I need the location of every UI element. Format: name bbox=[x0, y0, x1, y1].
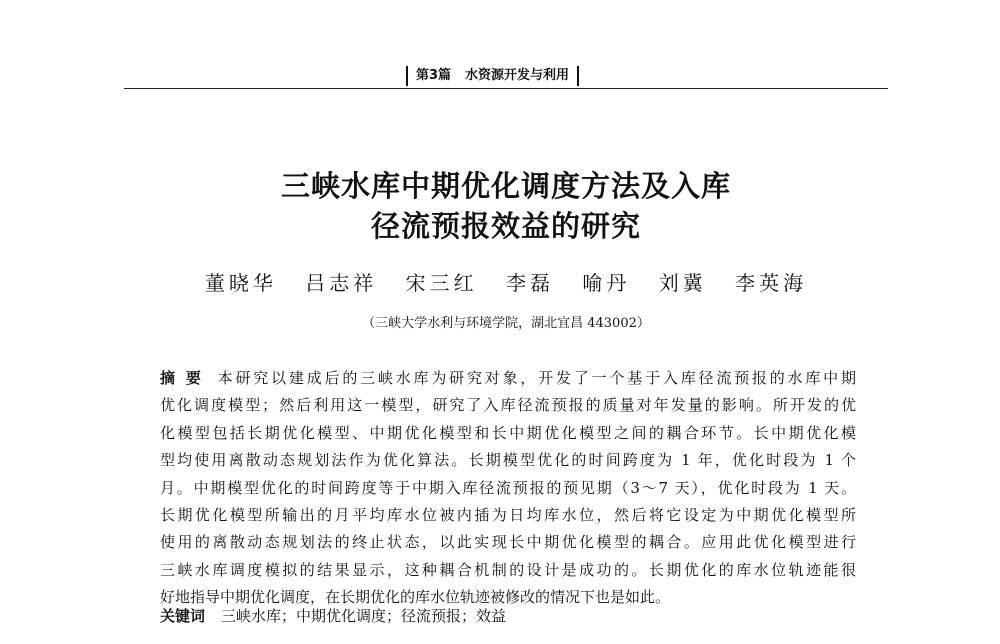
abstract-line: 型均使用离散动态规划法作为优化算法。长期模型优化的时间跨度为 1 年，优化时段为 1 个 bbox=[160, 451, 856, 470]
abstract-line: 好地指导中期优化调度，在长期优化的库水位轨迹被修改的情况下也是如此。 bbox=[160, 588, 671, 607]
author-name: 宋三红 bbox=[405, 271, 478, 295]
abstract bbox=[160, 365, 856, 612]
abstract-line: 优化调度模型；然后利用这一模型，研究了入库径流预报的质量对年发量的影响。所开发的优 bbox=[160, 396, 856, 415]
affiliation: （三峡大学水利与环境学院，湖北宜昌 443002） bbox=[362, 316, 650, 331]
running-head-section: 水资源开发与利用 bbox=[465, 68, 570, 83]
author-name: 喻丹 bbox=[582, 271, 631, 295]
author-list bbox=[124, 269, 888, 297]
title-line-2: 径流预报效益的研究 bbox=[370, 209, 641, 243]
header-rule bbox=[124, 88, 888, 89]
paper-title bbox=[124, 166, 888, 246]
running-head bbox=[406, 66, 579, 86]
author-name: 李英海 bbox=[735, 271, 808, 295]
abstract-line: 月。中期模型优化的时间跨度等于中期入库径流预报的预见期（3～7 天），优化时段为 1 天。 bbox=[160, 478, 856, 497]
keywords-text: 三峡水库；中期优化调度；径流预报；效益 bbox=[221, 607, 507, 625]
running-head-part: 第3篇 bbox=[416, 68, 452, 83]
abstract-line: 长期优化模型所输出的月平均库水位被内插为日均库水位，然后将它设定为中期优化模型所 bbox=[160, 506, 856, 525]
abstract-label: 摘 要 bbox=[160, 369, 204, 387]
author-name: 李磊 bbox=[506, 271, 554, 295]
abstract-line: 三峡水库调度模拟的结果显示，这种耦合机制的设计是成功的。长期优化的库水位轨迹能很 bbox=[160, 560, 856, 579]
keywords bbox=[160, 603, 856, 629]
abstract-line bbox=[160, 365, 856, 392]
abstract-line: 化模型包括长期优化模型、中期优化模型和长中期优化模型之间的耦合环节。长中期优化模 bbox=[160, 423, 856, 442]
abstract-line: 使用的离散动态规划法的终止状态，以此实现长中期优化模型的耦合。应用此优化模型进行 bbox=[160, 533, 856, 552]
keywords-label: 关键词 bbox=[160, 607, 206, 625]
abstract-text: 本研究以建成后的三峡水库为研究对象，开发了一个基于入库径流预报的水库中期 bbox=[217, 369, 856, 387]
title-line-1: 三峡水库中期优化调度方法及入库 bbox=[280, 169, 731, 203]
author-name: 董晓华 bbox=[204, 271, 277, 295]
author-name: 吕志祥 bbox=[305, 271, 378, 295]
author-name: 刘冀 bbox=[658, 271, 707, 295]
